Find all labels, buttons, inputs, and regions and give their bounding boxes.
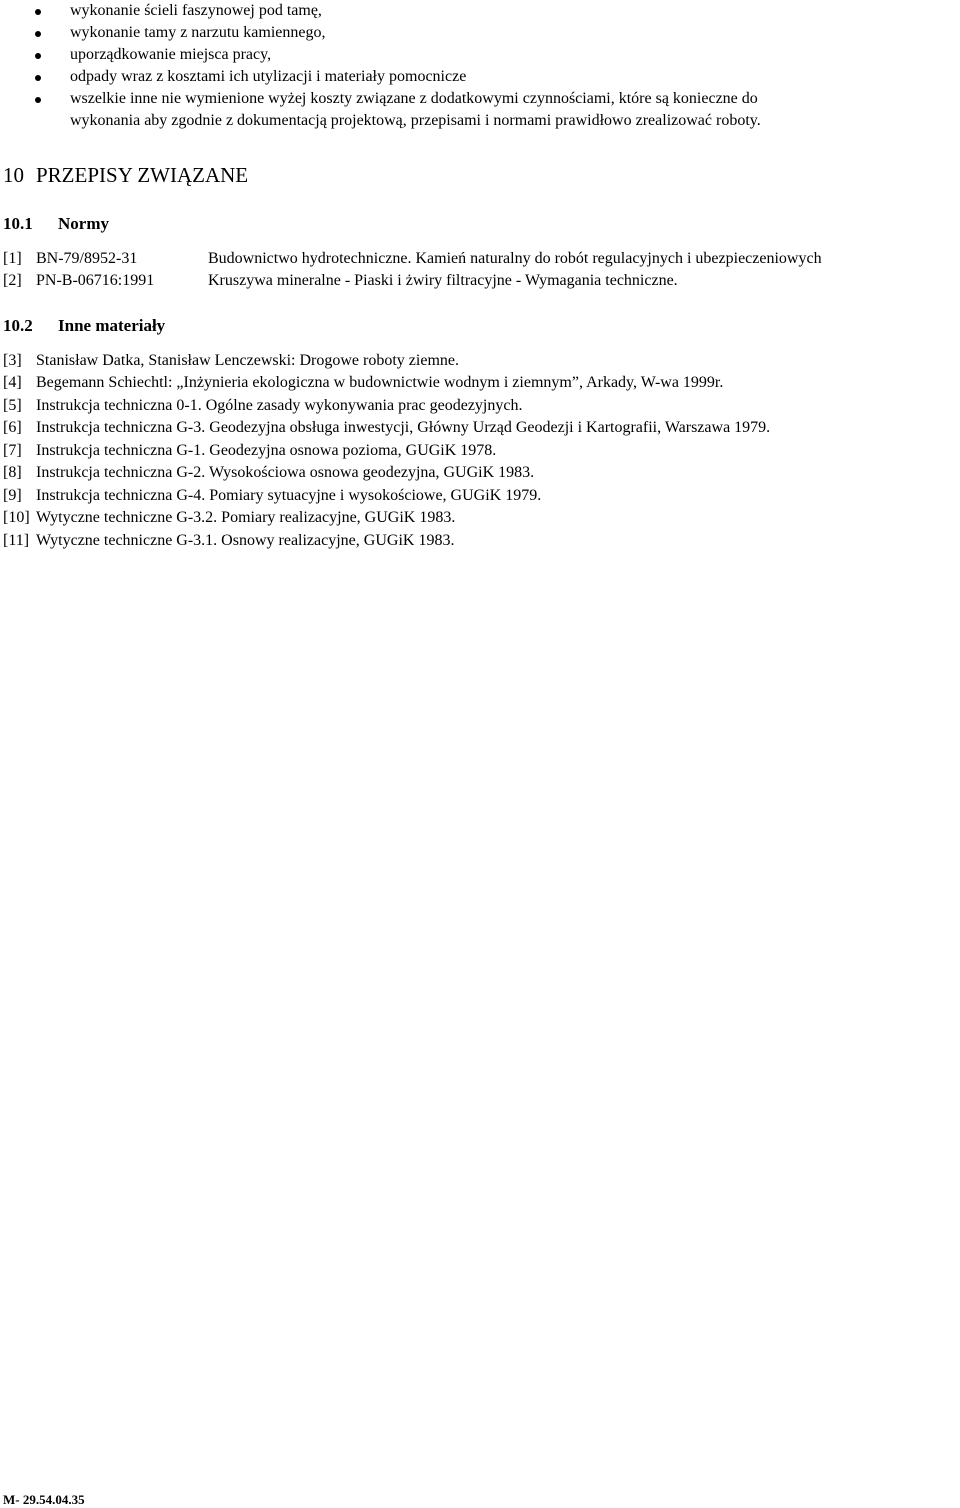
subsection-heading-other (3, 315, 165, 337)
reference-number: [7] (3, 442, 22, 459)
reference-number: [5] (3, 397, 22, 414)
bullet-icon (35, 75, 41, 81)
subsection-heading-norms (3, 213, 109, 235)
bullet-icon (35, 9, 41, 15)
reference-text: Instrukcja techniczna 0-1. Ogólne zasady wykonywania prac geodezyjnych. (36, 397, 523, 414)
subsection-title: Normy (58, 214, 109, 233)
reference-number: [3] (3, 352, 22, 369)
reference-text: Stanisław Datka, Stanisław Lenczewski: Drogowe roboty ziemne. (36, 352, 459, 369)
reference-number: [8] (3, 464, 22, 481)
reference-text: Instrukcja techniczna G-4. Pomiary sytuacyjne i wysokościowe, GUGiK 1979. (36, 487, 542, 504)
norm-row (3, 270, 958, 292)
bullet-item: wykonanie ścieli faszynowej pod tamę, (70, 2, 322, 19)
bullet-item: wykonanie tamy z narzutu kamiennego, (70, 24, 326, 41)
subsection-number: 10.2 (3, 316, 33, 335)
subsection-number: 10.1 (3, 214, 33, 233)
reference-number: [4] (3, 374, 22, 391)
bullet-icon (35, 53, 41, 59)
norm-description: Budownictwo hydrotechniczne. Kamień naturalny do robót regulacyjnych i ubezpieczeniowych (208, 250, 822, 267)
reference-text: Wytyczne techniczne G-3.2. Pomiary realizacyjne, GUGiK 1983. (36, 509, 456, 526)
norm-code: BN-79/8952-31 (36, 250, 138, 267)
footer-code: M- 29.54.04.35 (3, 1492, 85, 1507)
subsection-title: Inne materiały (58, 316, 166, 335)
reference-number: [10] (3, 509, 30, 526)
bullet-item: uporządkowanie miejsca pracy, (70, 46, 272, 63)
bullet-item-continuation: wykonania aby zgodnie z dokumentacją projektową, przepisami i normami prawidłowo zrealizować roboty. (70, 112, 761, 129)
reference-text: Instrukcja techniczna G-3. Geodezyjna obsługa inwestycji, Główny Urząd Geodezji i Kartografii, Warszawa 1979. (36, 419, 771, 436)
bullet-item: odpady wraz z kosztami ich utylizacji i materiały pomocnicze (70, 68, 467, 85)
norm-description: Kruszywa mineralne - Piaski i żwiry filtracyjne - Wymagania techniczne. (208, 272, 678, 289)
norm-code: PN-B-06716:1991 (36, 272, 155, 289)
norm-ref: [1] (3, 250, 22, 267)
reference-text: Instrukcja techniczna G-2. Wysokościowa osnowa geodezyjna, GUGiK 1983. (36, 464, 535, 481)
reference-number: [9] (3, 487, 22, 504)
section-title: PRZEPISY ZWIĄZANE (36, 163, 249, 187)
reference-number: [6] (3, 419, 22, 436)
bullet-icon (35, 31, 41, 37)
reference-text: Wytyczne techniczne G-3.1. Osnowy realizacyjne, GUGiK 1983. (36, 532, 455, 549)
bullet-icon (35, 97, 41, 103)
section-heading (3, 162, 248, 188)
reference-number: [11] (3, 532, 30, 549)
section-number: 10 (3, 163, 24, 187)
norm-row (3, 248, 958, 270)
bullet-item: wszelkie inne nie wymienione wyżej koszty związane z dodatkowymi czynnościami, które są konieczne do (70, 90, 758, 107)
reference-text: Begemann Schiechtl: „Inżynieria ekologiczna w budownictwie wodnym i ziemnym”, Arkady, W-wa 1999r. (36, 374, 724, 391)
norm-ref: [2] (3, 272, 22, 289)
reference-text: Instrukcja techniczna G-1. Geodezyjna osnowa pozioma, GUGiK 1978. (36, 442, 497, 459)
